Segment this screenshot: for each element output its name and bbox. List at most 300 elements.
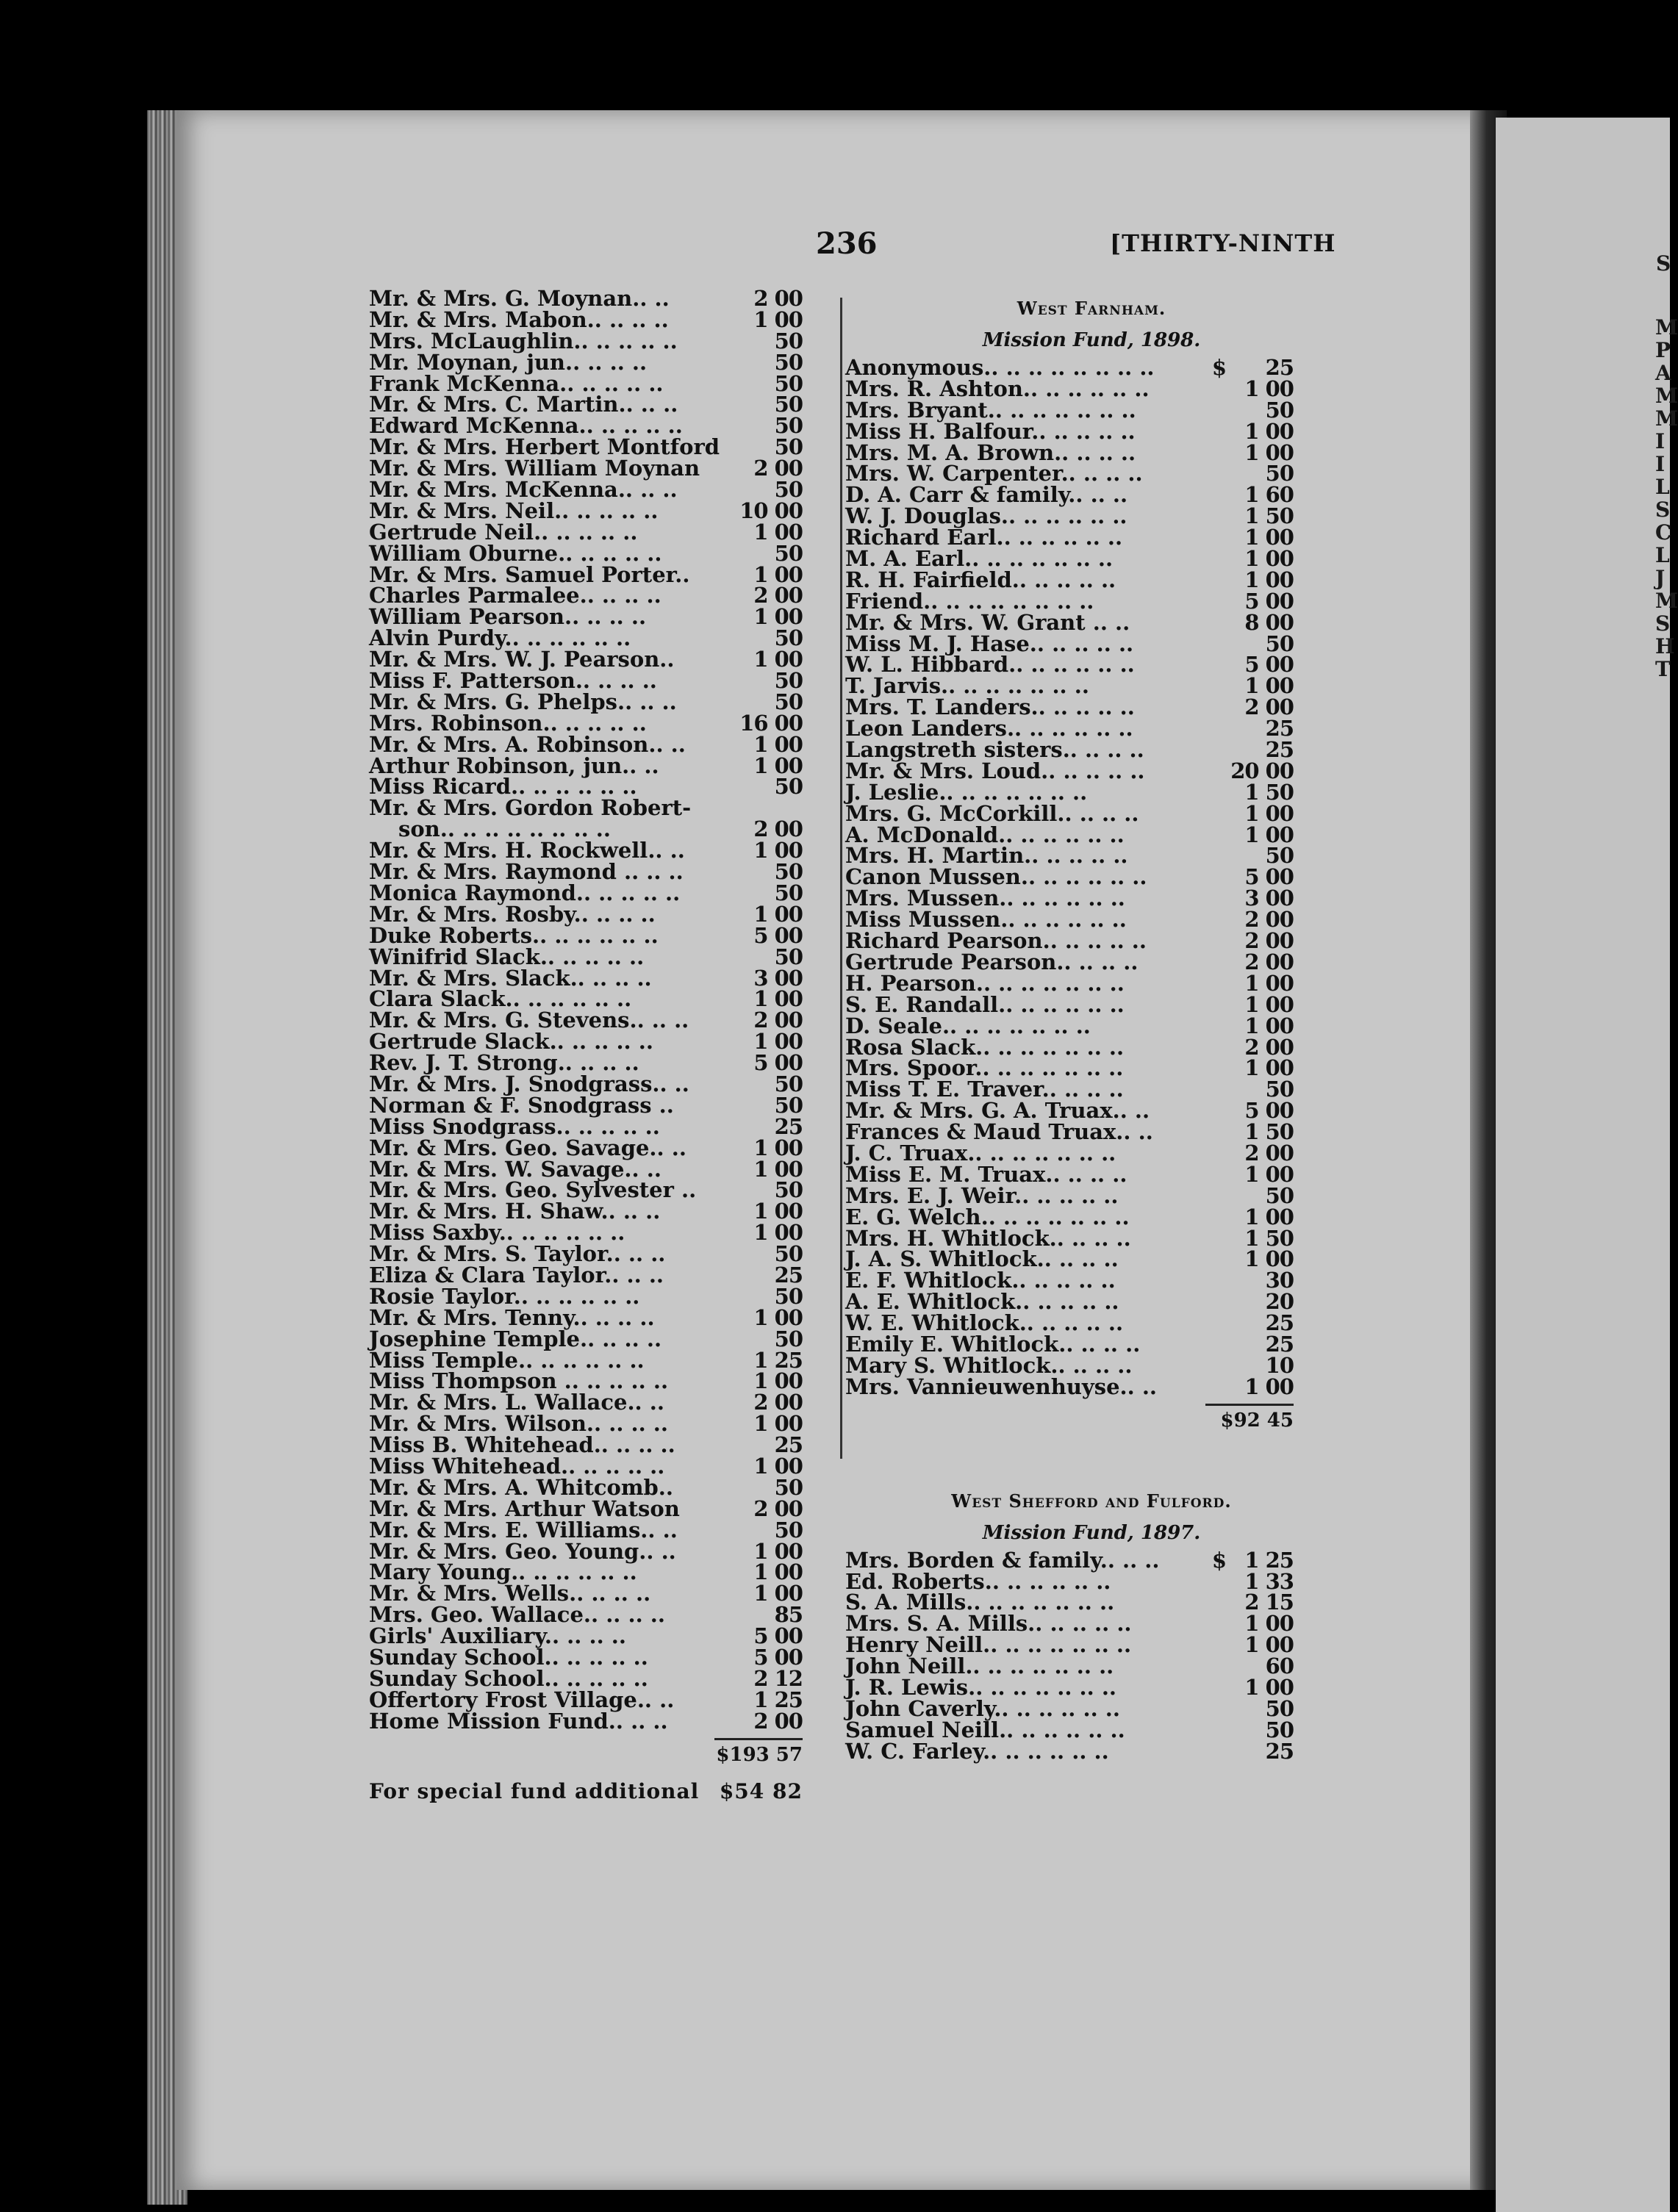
contributor-name: Gertrude Neil.. .. .. .. .. xyxy=(369,519,638,545)
list-item xyxy=(845,1140,1294,1166)
left-entry-list xyxy=(369,288,803,1732)
list-item xyxy=(845,527,1294,548)
list-item xyxy=(845,1592,1294,1613)
contributor-name: W. C. Farley.. .. .. .. .. .. xyxy=(845,1738,1109,1764)
list-item xyxy=(369,944,803,969)
contribution-amount: 1 50 xyxy=(1244,779,1294,805)
contribution-amount: 50 xyxy=(1265,1717,1294,1742)
contributor-name: W. L. Hibbard.. .. .. .. .. .. xyxy=(845,652,1135,678)
list-item xyxy=(369,349,803,375)
list-item xyxy=(369,1411,803,1437)
list-item xyxy=(369,561,803,587)
contribution-amount: 50 xyxy=(774,328,803,353)
list-item xyxy=(845,1373,1294,1399)
contributor-name: William Oburne.. .. .. .. .. xyxy=(369,540,662,566)
list-item xyxy=(845,1270,1294,1291)
list-item xyxy=(845,1121,1294,1143)
contributor-name: Mr. & Mrs. Wells.. .. .. .. xyxy=(369,1581,651,1606)
list-item xyxy=(845,1182,1294,1208)
contributor-name: Sunday School.. .. .. .. .. xyxy=(369,1665,648,1691)
contributor-name: Mrs. G. McCorkill.. .. .. .. xyxy=(845,800,1139,826)
contribution-amount: 1 25 xyxy=(753,1687,803,1712)
list-item xyxy=(845,378,1294,400)
contribution-amount: 5 00 xyxy=(1244,652,1294,678)
contribution-amount: 1 25 xyxy=(753,1347,803,1373)
contributor-name: S. A. Mills.. .. .. .. .. .. .. xyxy=(845,1590,1115,1615)
contributor-name: Miss Temple.. .. .. .. .. .. xyxy=(369,1347,645,1373)
list-item xyxy=(369,710,803,736)
contribution-amount: 50 xyxy=(774,413,803,439)
contribution-amount: 1 00 xyxy=(753,1029,803,1055)
contribution-amount: 3 00 xyxy=(1244,886,1294,911)
contributor-name: Mr. & Mrs. Loud.. .. .. .. .. xyxy=(845,758,1145,783)
list-item xyxy=(369,1495,803,1521)
contributor-name: Mr. & Mrs. Wilson.. .. .. .. xyxy=(369,1411,668,1437)
facing-page-letter: C xyxy=(1655,520,1672,545)
contribution-amount: 30 xyxy=(1265,1268,1294,1293)
contributor-name: H. Pearson.. .. .. .. .. .. .. xyxy=(845,970,1125,996)
contributor-name: Mr. & Mrs. W. J. Pearson.. xyxy=(369,647,675,672)
contributor-name: Mary S. Whitlock.. .. .. .. xyxy=(845,1352,1133,1378)
list-item xyxy=(845,1352,1294,1378)
contributor-name: Mrs. Spoor.. .. .. .. .. .. .. xyxy=(845,1055,1124,1081)
list-item xyxy=(369,774,803,800)
contribution-amount: 20 00 xyxy=(1230,758,1294,783)
contribution-amount: 1 00 xyxy=(753,753,803,778)
list-item xyxy=(369,477,803,503)
list-item xyxy=(369,901,803,927)
running-head: [THIRTY-NINTH xyxy=(1110,229,1336,257)
list-item xyxy=(845,418,1294,444)
contributor-name: Canon Mussen.. .. .. .. .. .. xyxy=(845,864,1147,890)
contributor-name: Mr. & Mrs. G. Stevens.. .. .. xyxy=(369,1008,689,1033)
contribution-amount: 50 xyxy=(774,1326,803,1351)
contribution-amount: 1 00 xyxy=(1244,1674,1294,1700)
contributor-name: John Neill.. .. .. .. .. .. .. xyxy=(845,1653,1114,1679)
contributor-name: R. H. Fairfield.. .. .. .. .. xyxy=(845,567,1116,592)
contributor-name: Mr. & Mrs. Raymond .. .. .. xyxy=(369,859,684,885)
contribution-amount: 50 xyxy=(1265,1182,1294,1208)
contribution-amount: 2 00 xyxy=(753,816,803,842)
contributor-name: Mr. & Mrs. Geo. Savage.. .. xyxy=(369,1135,686,1160)
contribution-amount: 1 33 xyxy=(1244,1568,1294,1594)
contribution-amount: 1 00 xyxy=(753,1304,803,1330)
list-item xyxy=(369,1092,803,1118)
contribution-amount: 10 00 xyxy=(739,498,803,523)
facing-page-letter: S xyxy=(1655,611,1671,636)
list-item xyxy=(369,1538,803,1564)
contributor-name: Mr. & Mrs. Samuel Porter.. xyxy=(369,561,690,587)
contribution-amount: 25 xyxy=(1265,1738,1294,1764)
contribution-amount: 50 xyxy=(774,477,803,503)
contribution-amount: 2 00 xyxy=(753,1495,803,1521)
list-item xyxy=(845,822,1294,847)
special-fund-line xyxy=(369,1777,803,1806)
contribution-amount: 2 00 xyxy=(1244,1140,1294,1166)
contributor-name: Josephine Temple.. .. .. .. xyxy=(369,1326,662,1351)
contributor-name: Mr. & Mrs. Slack.. .. .. .. xyxy=(369,965,652,991)
contribution-amount: 1 00 xyxy=(1244,822,1294,847)
contributor-name: Arthur Robinson, jun.. .. xyxy=(369,753,659,778)
contributor-name: Mrs. Geo. Wallace.. .. .. .. xyxy=(369,1602,665,1628)
list-item xyxy=(845,548,1294,570)
facing-page-letter: A xyxy=(1655,361,1671,385)
contributor-name: Mrs. H. Whitlock.. .. .. .. xyxy=(845,1225,1131,1251)
contribution-amount: 2 00 xyxy=(753,583,803,608)
contribution-amount: 50 xyxy=(774,689,803,714)
list-item xyxy=(845,1057,1294,1079)
special-fund-amount: $54 82 xyxy=(719,1778,803,1803)
contributor-name: Mr. & Mrs. G. Phelps.. .. .. xyxy=(369,689,677,714)
contributor-name: Mrs. Bryant.. .. .. .. .. .. .. xyxy=(845,397,1136,423)
contribution-amount: 2 00 xyxy=(1244,949,1294,974)
contributor-name: Mrs. W. Carpenter.. .. .. .. xyxy=(845,461,1143,486)
contribution-amount: 1 00 xyxy=(753,838,803,863)
list-item xyxy=(845,1674,1294,1700)
contributor-name: Mrs. E. J. Weir.. .. .. .. .. xyxy=(845,1182,1119,1208)
contributor-name: Friend.. .. .. .. .. .. .. .. xyxy=(845,588,1094,614)
list-item xyxy=(845,907,1294,933)
contribution-amount: 25 xyxy=(774,1262,803,1288)
list-item xyxy=(369,689,803,714)
contributor-name: W. E. Whitlock.. .. .. .. .. xyxy=(845,1310,1124,1336)
contribution-amount: 1 00 xyxy=(753,519,803,545)
contribution-amount: 50 xyxy=(774,1283,803,1309)
list-item xyxy=(369,670,803,692)
contribution-amount: 50 xyxy=(774,1071,803,1096)
contribution-amount: 16 00 xyxy=(739,710,803,736)
contributor-name: Anonymous.. .. .. .. .. .. .. .. xyxy=(845,355,1155,380)
list-item xyxy=(845,779,1294,805)
contributor-name: Sunday School.. .. .. .. .. xyxy=(369,1645,648,1670)
contributor-name: son.. .. .. .. .. .. .. .. xyxy=(398,816,611,842)
contribution-amount: 20 xyxy=(1265,1289,1294,1315)
list-item xyxy=(845,991,1294,1017)
section-subtitle-west-farnham: Mission Fund, 1898. xyxy=(982,329,1201,351)
contributor-name: E. G. Welch.. .. .. .. .. .. .. xyxy=(845,1204,1130,1229)
contribution-amount: 1 00 xyxy=(1244,1055,1294,1081)
west-farnham-entry-list xyxy=(845,357,1294,1398)
list-item xyxy=(369,1029,803,1055)
contribution-amount: 1 00 xyxy=(753,1411,803,1437)
list-item xyxy=(845,1611,1294,1637)
list-item xyxy=(369,1010,803,1031)
contribution-amount: 50 xyxy=(774,944,803,969)
contributor-name: Clara Slack.. .. .. .. .. .. xyxy=(369,986,632,1012)
contribution-amount: 1 00 xyxy=(753,1156,803,1182)
contributor-name: Mr. & Mrs. G. A. Truax.. .. xyxy=(845,1098,1150,1124)
contribution-amount: 1 00 xyxy=(1244,567,1294,592)
left-column xyxy=(369,288,803,1806)
contribution-amount: 5 00 xyxy=(753,1645,803,1670)
facing-page-edge xyxy=(1496,118,1678,2212)
contributor-name: Mrs. Mussen.. .. .. .. .. .. xyxy=(845,886,1125,911)
contribution-amount: 50 xyxy=(1265,461,1294,486)
contribution-amount: 1 00 xyxy=(1244,1013,1294,1038)
dollar-sign: $ xyxy=(1211,355,1227,380)
contribution-amount: 25 xyxy=(1265,737,1294,763)
facing-page-letter: T xyxy=(1655,657,1671,681)
contribution-amount: 10 xyxy=(1265,1352,1294,1378)
list-item xyxy=(369,1517,803,1543)
contribution-amount: 1 00 xyxy=(1244,1161,1294,1187)
column-divider xyxy=(840,298,842,1459)
contributor-name: Mr. & Mrs. Geo. Young.. .. xyxy=(369,1538,676,1564)
list-item xyxy=(845,758,1294,783)
list-item xyxy=(369,840,803,861)
list-item xyxy=(369,1113,803,1139)
list-item xyxy=(369,816,803,842)
list-item xyxy=(845,1161,1294,1187)
list-item xyxy=(845,843,1294,869)
list-item xyxy=(369,1559,803,1585)
list-item xyxy=(845,463,1294,484)
list-item xyxy=(369,540,803,566)
contribution-amount: 1 00 xyxy=(753,604,803,630)
contribution-amount: 50 xyxy=(774,1241,803,1267)
contributor-name: Home Mission Fund.. .. .. xyxy=(369,1708,668,1734)
contributor-name: Mr. & Mrs. E. Williams.. .. xyxy=(369,1517,678,1543)
contribution-amount: 50 xyxy=(774,349,803,375)
contribution-amount: 1 00 xyxy=(753,1538,803,1564)
list-item xyxy=(845,739,1294,761)
list-item xyxy=(845,1653,1294,1679)
contributor-name: Mr. & Mrs. William Moynan xyxy=(369,456,700,481)
contributor-name: Mrs. McLaughlin.. .. .. .. .. xyxy=(369,328,678,353)
contributor-name: Gertrude Slack.. .. .. .. .. xyxy=(369,1029,653,1055)
list-item xyxy=(369,394,803,415)
list-item xyxy=(845,1013,1294,1038)
contributor-name: Emily E. Whitlock.. .. .. .. xyxy=(845,1331,1141,1357)
contribution-amount: 1 00 xyxy=(753,901,803,927)
contributor-name: Mrs. S. A. Mills.. .. .. .. .. xyxy=(845,1611,1132,1637)
list-item xyxy=(369,797,803,819)
contributor-name: Rosie Taylor.. .. .. .. .. .. xyxy=(369,1283,640,1309)
contribution-amount: 50 xyxy=(1265,397,1294,423)
list-item xyxy=(369,1304,803,1330)
contributor-name: Frank McKenna.. .. .. .. .. xyxy=(369,370,664,396)
contributor-name: W. J. Douglas.. .. .. .. .. .. xyxy=(845,503,1127,529)
list-item xyxy=(845,1717,1294,1742)
west-farnham-total: $92 45 xyxy=(1220,1409,1294,1432)
contributor-name: Rev. J. T. Strong.. .. .. .. xyxy=(369,1050,639,1076)
contribution-amount: 1 00 xyxy=(1244,800,1294,826)
contribution-amount: 2 15 xyxy=(1244,1590,1294,1615)
facing-page-letter: M xyxy=(1655,384,1678,408)
list-item xyxy=(369,1135,803,1160)
list-item xyxy=(369,1708,803,1734)
section-title-west-shefford: West Shefford and Fulford. xyxy=(951,1490,1232,1512)
list-item xyxy=(369,434,803,460)
contributor-name: Mr. & Mrs. W. Grant .. .. xyxy=(845,609,1130,635)
contributor-name: Mr. & Mrs. Arthur Watson xyxy=(369,1495,680,1521)
contributor-name: Miss T. E. Traver.. .. .. .. xyxy=(845,1077,1124,1102)
contribution-amount: 8 00 xyxy=(1244,609,1294,635)
facing-page-letter: H xyxy=(1655,634,1675,658)
list-item xyxy=(845,1310,1294,1336)
contribution-amount: 1 00 xyxy=(1244,376,1294,401)
list-item xyxy=(369,288,803,309)
contribution-amount: 5 00 xyxy=(1244,864,1294,890)
list-item xyxy=(369,1326,803,1351)
contribution-amount: 25 xyxy=(1265,355,1294,380)
contribution-amount: 50 xyxy=(774,880,803,905)
facing-page-letter: S xyxy=(1655,498,1671,522)
contribution-amount: 3 00 xyxy=(753,965,803,991)
list-item xyxy=(369,1262,803,1288)
contributor-name: Mr. & Mrs. Mabon.. .. .. .. xyxy=(369,306,669,332)
contribution-amount: 25 xyxy=(1265,1310,1294,1336)
list-item xyxy=(845,397,1294,423)
facing-page-letter: M xyxy=(1655,315,1678,340)
contribution-amount: 25 xyxy=(774,1113,803,1139)
contributor-name: Mrs. Robinson.. .. .. .. .. xyxy=(369,710,647,736)
contribution-amount: 50 xyxy=(774,668,803,694)
special-fund-label: For special fund additional xyxy=(369,1778,700,1803)
list-item xyxy=(369,1604,803,1626)
list-item xyxy=(369,1368,803,1394)
contributor-name: Miss Whitehead.. .. .. .. .. xyxy=(369,1453,665,1479)
list-item xyxy=(369,1156,803,1182)
contributor-name: A. E. Whitlock.. .. .. .. .. xyxy=(845,1289,1119,1315)
contributor-name: Frances & Maud Truax.. .. xyxy=(845,1119,1153,1145)
list-item xyxy=(845,949,1294,974)
list-item xyxy=(369,585,803,606)
contributor-name: Mr. & Mrs. W. Savage.. .. xyxy=(369,1156,661,1182)
list-item xyxy=(369,1434,803,1456)
contributor-name: T. Jarvis.. .. .. .. .. .. .. xyxy=(845,673,1089,699)
facing-page-letter: I xyxy=(1655,429,1666,453)
list-item xyxy=(845,1098,1294,1124)
contributor-name: Rosa Slack.. .. .. .. .. .. .. xyxy=(845,1034,1125,1060)
list-item xyxy=(369,1243,803,1265)
contributor-name: D. Seale.. .. .. .. .. .. .. xyxy=(845,1013,1091,1038)
contributor-name: Mr. & Mrs. Geo. Sylvester .. xyxy=(369,1177,697,1203)
list-item xyxy=(845,1034,1294,1060)
contributor-name: S. E. Randall.. .. .. .. .. .. xyxy=(845,991,1125,1017)
list-item xyxy=(369,1474,803,1500)
list-item xyxy=(845,930,1294,952)
list-item xyxy=(369,1623,803,1649)
contribution-amount: 2 00 xyxy=(1244,1034,1294,1060)
list-item xyxy=(845,652,1294,678)
contribution-amount: 50 xyxy=(774,1177,803,1203)
contribution-amount: 2 00 xyxy=(1244,694,1294,720)
contribution-amount: 85 xyxy=(774,1602,803,1628)
list-item xyxy=(845,1568,1294,1594)
contribution-amount: 1 00 xyxy=(1244,991,1294,1017)
contributor-name: Henry Neill.. .. .. .. .. .. .. xyxy=(845,1632,1132,1658)
left-total: $193 57 xyxy=(716,1743,803,1766)
contribution-amount: 1 00 xyxy=(1244,546,1294,572)
list-item xyxy=(845,718,1294,739)
contribution-amount: 50 xyxy=(774,370,803,396)
contributor-name: Samuel Neill.. .. .. .. .. .. xyxy=(845,1717,1125,1742)
list-item xyxy=(369,519,803,545)
contributor-name: Mr. & Mrs. Gordon Robert- xyxy=(369,795,692,821)
contributor-name: Miss H. Balfour.. .. .. .. .. xyxy=(845,418,1136,444)
contribution-amount: 1 00 xyxy=(1244,1611,1294,1637)
contribution-amount: 5 00 xyxy=(753,1623,803,1649)
facing-page-top-letter: S xyxy=(1656,251,1671,276)
contribution-amount: 1 00 xyxy=(1244,1373,1294,1399)
list-item xyxy=(845,439,1294,465)
contributor-name: Miss E. M. Truax.. .. .. .. xyxy=(845,1161,1127,1187)
contribution-amount: 1 00 xyxy=(753,1199,803,1224)
contributor-name: Alvin Purdy.. .. .. .. .. .. xyxy=(369,625,631,651)
list-item xyxy=(369,965,803,991)
list-item xyxy=(369,1583,803,1604)
list-item xyxy=(369,988,803,1010)
list-item xyxy=(369,755,803,777)
facing-page-letters xyxy=(1655,315,1678,681)
contributor-name: Mr. & Mrs. H. Rockwell.. .. xyxy=(369,838,685,863)
contribution-amount: 2 00 xyxy=(1244,928,1294,954)
facing-page-letter: J xyxy=(1655,566,1666,590)
contribution-amount: 2 00 xyxy=(753,1008,803,1033)
list-item xyxy=(369,1179,803,1201)
contribution-amount: 1 00 xyxy=(1244,418,1294,444)
contributor-name: Mr. & Mrs. Tenny.. .. .. .. xyxy=(369,1304,655,1330)
contributor-name: Mrs. R. Ashton.. .. .. .. .. .. xyxy=(845,376,1150,401)
list-item xyxy=(369,306,803,332)
list-item xyxy=(369,1283,803,1309)
list-item xyxy=(369,1689,803,1711)
list-item xyxy=(845,1547,1294,1573)
contributor-name: Offertory Frost Village.. .. xyxy=(369,1687,675,1712)
list-item xyxy=(369,1665,803,1691)
contribution-amount: 1 00 xyxy=(753,1559,803,1585)
contributor-name: Charles Parmalee.. .. .. .. xyxy=(369,583,661,608)
contribution-amount: 1 00 xyxy=(1244,1246,1294,1272)
list-item xyxy=(369,500,803,522)
contribution-amount: 1 00 xyxy=(1244,439,1294,465)
contributor-name: Mr. & Mrs. Neil.. .. .. .. .. xyxy=(369,498,659,523)
contributor-name: Miss M. J. Hase.. .. .. .. .. xyxy=(845,631,1134,656)
contributor-name: Winifrid Slack.. .. .. .. .. xyxy=(369,944,645,969)
contribution-amount: 5 00 xyxy=(753,922,803,948)
contribution-amount: 50 xyxy=(774,1092,803,1118)
contribution-amount: 1 60 xyxy=(1244,482,1294,508)
facing-page-letter: L xyxy=(1655,475,1670,499)
list-item xyxy=(369,1453,803,1479)
page-number: 236 xyxy=(816,226,878,261)
list-item xyxy=(369,370,803,396)
list-item xyxy=(845,1331,1294,1357)
list-item xyxy=(845,1225,1294,1251)
contribution-amount: 25 xyxy=(774,1432,803,1458)
list-item xyxy=(369,1220,803,1246)
facing-page-letter: L xyxy=(1655,543,1670,567)
contribution-amount: 50 xyxy=(774,625,803,651)
contributor-name: Mrs. Borden & family.. .. .. xyxy=(845,1547,1160,1573)
contribution-amount: 1 00 xyxy=(753,731,803,757)
contribution-amount: 5 00 xyxy=(1244,588,1294,614)
contribution-amount: 2 00 xyxy=(753,1390,803,1415)
list-item xyxy=(845,484,1294,506)
contribution-amount: 2 12 xyxy=(753,1665,803,1691)
contributor-name: Ed. Roberts.. .. .. .. .. .. xyxy=(845,1568,1111,1594)
contributor-name: J. Leslie.. .. .. .. .. .. .. xyxy=(845,779,1088,805)
facing-page-letter: M xyxy=(1655,406,1678,431)
list-item xyxy=(845,866,1294,888)
contributor-name: Mr. & Mrs. A. Whitcomb.. xyxy=(369,1474,674,1500)
list-item xyxy=(369,1647,803,1668)
list-item xyxy=(845,503,1294,529)
facing-page-letter: I xyxy=(1655,452,1666,476)
list-item xyxy=(369,625,803,651)
contributor-name: Miss Ricard.. .. .. .. .. .. xyxy=(369,774,637,800)
